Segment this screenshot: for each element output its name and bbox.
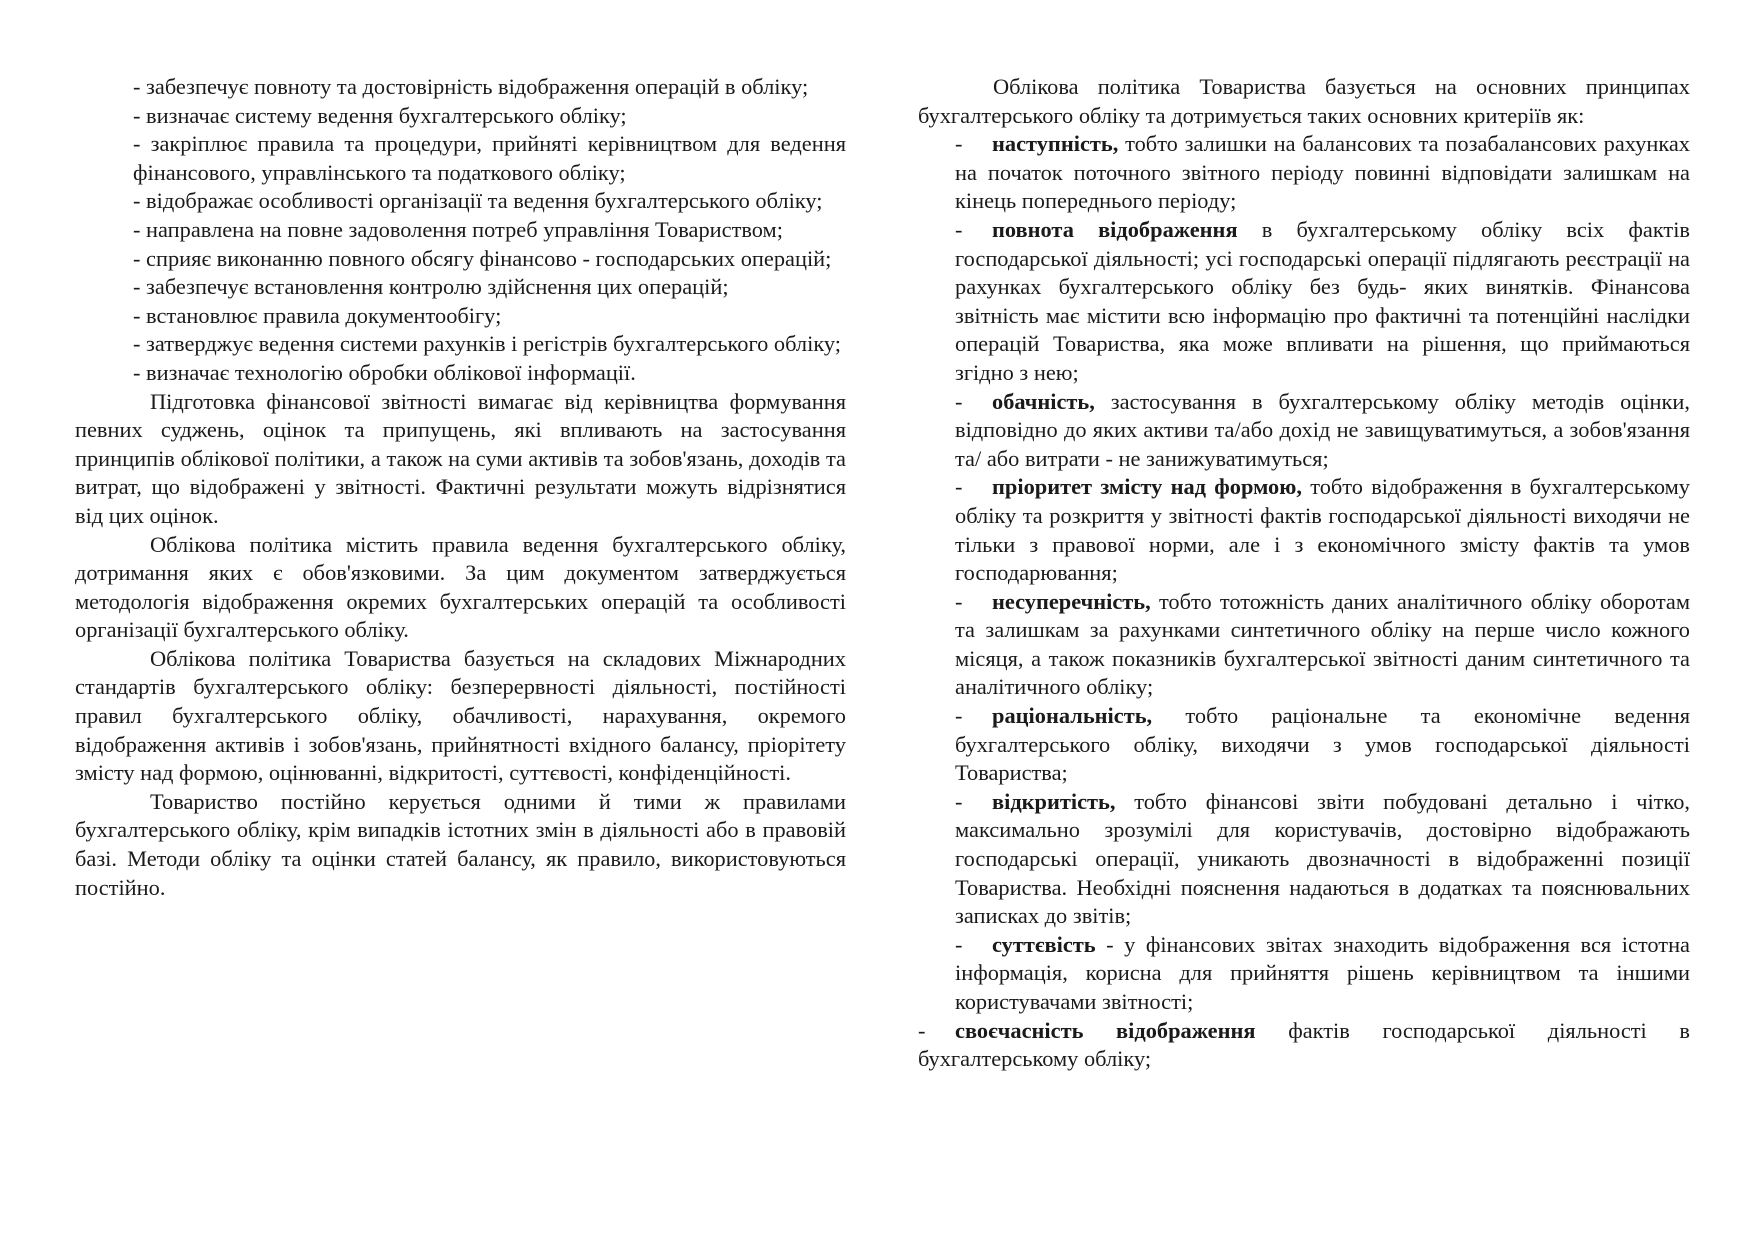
paragraph-estimates: Підготовка фінансової звітності вимагає від керівництва формування певних суджень, оцінок та припущень, які впливають на застосування принципів облікової політики, а також на суми активів та зобов'язань, доходів та витрат, що відображені у звітності. Фактичні результати можуть відрізнятися від цих оцінок. xyxy=(75,388,846,528)
dash-marker: - xyxy=(955,474,963,500)
criterion-item xyxy=(918,1017,1690,1074)
criteria-intro: Облікова політика Товариства базується на основних принципах бухгалтерського обліку та дотримується таких основних критеріїв як: xyxy=(918,74,1690,128)
criterion-term: пріоритет змісту над формою, xyxy=(992,474,1302,500)
list-item: - встановлює правила документообігу; xyxy=(133,302,502,328)
criterion-term: наступність, xyxy=(992,131,1119,157)
dash-marker: - xyxy=(955,131,963,157)
criterion-term: відкритість, xyxy=(992,788,1116,814)
criterion-term: суттєвість xyxy=(992,931,1096,957)
dash-marker: - xyxy=(955,931,963,957)
criterion-item xyxy=(955,216,1690,388)
criterion-term: обачність, xyxy=(992,388,1095,414)
list-item: - затверджує ведення системи рахунків і регістрів бухгалтерського обліку; xyxy=(133,331,842,357)
list-item: - відображає особливості організації та ведення бухгалтерського обліку; xyxy=(133,188,823,214)
criterion-item xyxy=(955,473,1690,587)
criterion-text: тобто відображення в бухгалтерському обліку та розкриття у звітності фактів господарської діяльності виходячи не тільки з правової норми, але і з економічного змісту фактів та умов господарювання; xyxy=(955,474,1690,586)
criterion-text: тобто тотожність даних аналітичного обліку оборотам та залишкам за рахунками синтетичного обліку на перше число кожного місяця, а також показників бухгалтерської звітності даним синтетичного та аналітичного обліку; xyxy=(955,588,1690,700)
criterion-item xyxy=(955,702,1690,788)
criterion-item xyxy=(955,931,1690,1017)
dash-marker: - xyxy=(955,588,963,614)
criterion-text: в бухгалтерському обліку всіх фактів господарської діяльності; усі господарські операції підлягають реєстрації на рахунках бухгалтерського обліку без будь- яких винятків. Фінансова звітність має містити всю інформацію про фактичні та потенційні наслідки операцій Товариства, яка може впливати на рішення, що приймаються згідно з нею; xyxy=(955,216,1690,385)
criterion-text: - у фінансових звітах знаходить відображення вся істотна інформація, корисна для прийняття рішень керівництвом та іншими користувачами звітності; xyxy=(955,931,1690,1014)
dash-marker: - xyxy=(918,1017,926,1043)
criterion-item xyxy=(955,588,1690,702)
criterion-term: несуперечність, xyxy=(992,588,1151,614)
criterion-term: своєчасність відображення xyxy=(955,1017,1256,1043)
paragraph-policy-rules: Облікова політика містить правила ведення бухгалтерського обліку, дотримання яких є обов'язковими. За цим документом затверджується методологія відображення окремих бухгалтерських операцій та особливості організації бухгалтерського обліку. xyxy=(75,531,846,643)
criterion-text: тобто залишки на балансових та позабалансових рахунках на початок поточного звітного періоду повинні відповідати залишкам на кінець попереднього періоду; xyxy=(955,131,1690,214)
criterion-term: повнота відображення xyxy=(992,216,1238,242)
list-item: - закріплює правила та процедури, прийняті керівництвом для ведення фінансового, управлінського та податкового обліку; xyxy=(133,131,846,185)
criterion-text: тобто раціональне та економічне ведення бухгалтерського обліку, виходячи з умов господарської діяльності Товариства; xyxy=(955,703,1690,786)
criterion-text: фактів господарської діяльності в бухгалтерському обліку; xyxy=(918,1017,1690,1072)
criterion-term: раціональність, xyxy=(992,703,1153,729)
criterion-item xyxy=(955,388,1690,474)
dash-marker: - xyxy=(955,788,963,814)
list-item: - визначає систему ведення бухгалтерського обліку; xyxy=(133,102,627,128)
list-item: - забезпечує повноту та достовірність відображення операцій в обліку; xyxy=(133,74,809,99)
dash-marker: - xyxy=(955,388,963,414)
criterion-text: тобто фінансові звіти побудовані детально і чітко, максимально зрозумілі для користувачів, достовірно відображають господарські операції, уникають двозначності в відображенні позиції Товариства. Необхідні пояснення надаються в додатках та пояснювальних записках до звітів; xyxy=(955,788,1690,929)
paragraph-international-standards: Облікова політика Товариства базується на складових Міжнародних стандартів бухгалтерського обліку: безперервності діяльності, постійності правил бухгалтерського обліку, обачливості, нарахування, окремого відображення активів і зобов'язань, прийнятності вхідного балансу, пріорітету змісту над формою, оцінюванні, відкритості, суттєвості, конфіденційності. xyxy=(75,645,846,786)
left-column xyxy=(75,73,846,902)
right-column xyxy=(918,73,1690,1074)
list-item: - направлена на повне задоволення потреб управління Товариством; xyxy=(133,216,783,242)
list-item: - визначає технологію обробки облікової інформації. xyxy=(133,359,636,385)
paragraph-consistency: Товариство постійно керується одними й тими ж правилами бухгалтерського обліку, крім випадків істотних змін в діяльності або в правовій базі. Методи обліку та оцінки статей балансу, як правило, використовуються постійно. xyxy=(75,788,846,900)
dash-marker: - xyxy=(955,703,963,729)
criterion-text: застосування в бухгалтерському обліку методів оцінки, відповідно до яких активи та/або дохід не завищуватимуться, а зобов'язання та/ або витрати - не занижуватимуться; xyxy=(955,388,1690,471)
criterion-item xyxy=(955,788,1690,931)
list-item: - забезпечує встановлення контролю здійснення цих операцій; xyxy=(133,274,729,300)
list-item: - сприяє виконанню повного обсягу фінансово - господарських операцій; xyxy=(133,245,832,271)
dash-marker: - xyxy=(955,216,963,242)
criterion-item xyxy=(955,130,1690,216)
